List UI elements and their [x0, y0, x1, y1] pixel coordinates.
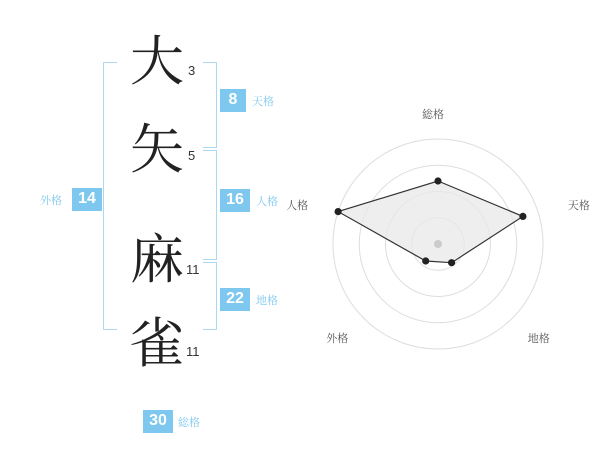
- jinkaku-label: 人格: [256, 196, 278, 208]
- kanji-stroke-1: 3: [188, 63, 196, 78]
- jinkaku-badge: 16: [220, 189, 250, 212]
- gaikaku-badge: 14: [72, 188, 102, 211]
- soukaku-label: 総格: [178, 417, 200, 429]
- kanji-stroke-4: 11: [186, 344, 200, 359]
- kanji-stroke-2: 5: [188, 148, 196, 163]
- chikaku-bracket: [203, 262, 217, 330]
- radar-axis-label-1: 天格: [567, 199, 590, 212]
- radar-axis-label-4: 人格: [286, 199, 309, 212]
- kanji-char-3: 麻: [130, 228, 184, 291]
- radar-axis-label-0: 総格: [422, 109, 444, 121]
- radar-axis-label-3: 外格: [326, 332, 349, 345]
- radar-axis-label-2: 地格: [527, 332, 550, 345]
- kanji-char-4: 雀: [130, 312, 184, 375]
- soukaku-badge: 30: [143, 410, 173, 433]
- gaikaku-label: 外格: [40, 195, 62, 207]
- kanji-char-2: 矢: [130, 118, 184, 181]
- radar-chart-panel: [286, 0, 600, 470]
- radar-chart-svg: [300, 0, 600, 470]
- tenkaku-bracket: [203, 62, 217, 148]
- gaikaku-bracket: [103, 62, 117, 330]
- jinkaku-bracket: [203, 150, 217, 260]
- chikaku-label: 地格: [256, 295, 278, 307]
- kanji-char-1: 大: [130, 30, 184, 93]
- chikaku-badge: 22: [220, 288, 250, 311]
- tenkaku-label: 天格: [252, 96, 274, 108]
- kanji-stroke-3: 11: [186, 262, 200, 277]
- tenkaku-badge: 8: [220, 89, 246, 112]
